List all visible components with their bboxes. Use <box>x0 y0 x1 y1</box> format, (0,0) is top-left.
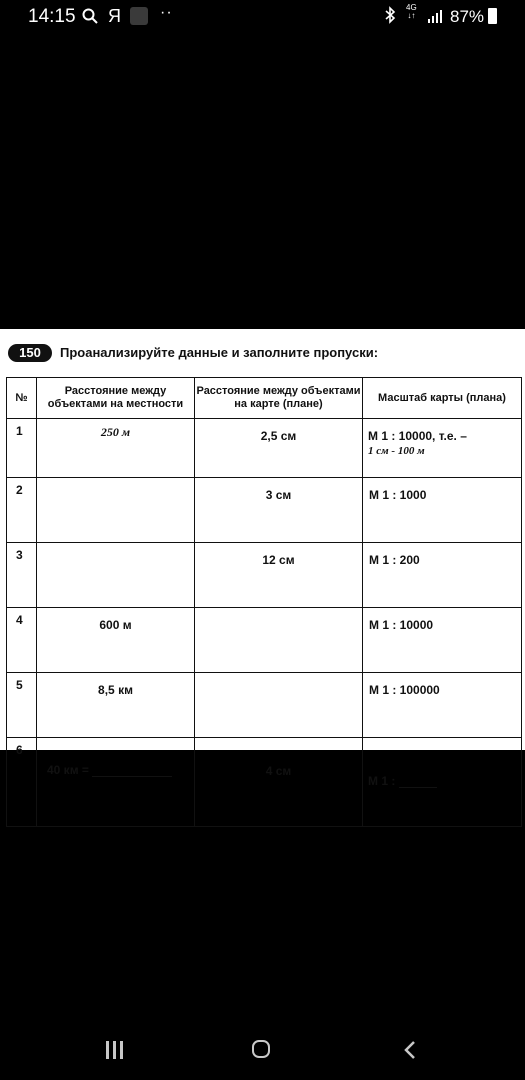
table-row <box>7 478 522 543</box>
scale-value: М 1 : 10000, т.е. – <box>368 429 467 443</box>
recent-apps-button[interactable] <box>106 1041 126 1059</box>
signal-icon <box>427 9 445 23</box>
ground-distance-cell <box>37 543 195 608</box>
table-row <box>7 608 522 673</box>
scale-cell: М 1 : 100000 <box>363 673 522 738</box>
scale-cell <box>363 419 522 478</box>
row-number: 2 <box>7 478 37 543</box>
header-ground-distance: Расстояние между объектами на местности <box>37 378 195 419</box>
ground-distance-cell: 600 м <box>37 608 195 673</box>
network-4g-icon: 4G ↓↑ <box>406 3 417 20</box>
map-distance-cell: 2,5 см <box>195 419 363 478</box>
battery-icon <box>488 8 497 24</box>
header-map-distance: Расстояние между объектами на карте (плане) <box>195 378 363 419</box>
scale-note: 1 см - 100 м <box>368 445 425 457</box>
ground-distance-cell: 250 м <box>37 419 195 478</box>
ground-distance-cell: 8,5 км <box>37 673 195 738</box>
blank-line <box>92 776 172 777</box>
ground-distance-value: 40 км = <box>47 763 89 777</box>
back-button[interactable] <box>402 1041 418 1059</box>
exercise-number: 150 <box>8 344 52 362</box>
yandex-icon: Я <box>108 6 121 26</box>
table-row <box>7 543 522 608</box>
app-notification-icon <box>130 7 148 25</box>
search-icon <box>82 8 98 28</box>
navigation-bar <box>0 1025 525 1075</box>
exercise-title: Проанализируйте данные и заполните пропуски: <box>60 345 379 360</box>
scale-cell: М 1 : 1000 <box>363 478 522 543</box>
scale-cell: М 1 : 200 <box>363 543 522 608</box>
worksheet-image <box>0 329 525 788</box>
map-distance-cell <box>195 673 363 738</box>
bluetooth-icon <box>384 6 396 29</box>
scale-table <box>6 377 522 827</box>
status-bar <box>0 0 525 34</box>
blank-line <box>399 787 437 788</box>
battery-percent: 87% <box>450 7 485 26</box>
ground-distance-cell <box>37 738 195 827</box>
status-time: 14:15 <box>28 6 76 27</box>
row-number: 1 <box>7 419 37 478</box>
table-header-row <box>7 378 522 419</box>
map-distance-cell: 12 см <box>195 543 363 608</box>
map-distance-cell <box>195 608 363 673</box>
ground-distance-cell <box>37 478 195 543</box>
network-label: 4G <box>406 3 417 12</box>
row-number: 5 <box>7 673 37 738</box>
row-number: 6 <box>7 738 37 827</box>
more-notifications-icon: ·· <box>160 4 173 21</box>
home-button[interactable] <box>252 1040 270 1058</box>
table-row <box>7 738 522 827</box>
map-distance-cell: 4 см <box>195 738 363 827</box>
back-chevron-icon <box>402 1041 418 1059</box>
map-distance-cell: 3 см <box>195 478 363 543</box>
scale-value: М 1 : <box>368 774 396 788</box>
scale-cell <box>363 738 522 827</box>
scale-cell: М 1 : 10000 <box>363 608 522 673</box>
header-num: № <box>7 378 37 419</box>
table-row <box>7 673 522 738</box>
table-row <box>7 419 522 478</box>
row-number: 3 <box>7 543 37 608</box>
row-number: 4 <box>7 608 37 673</box>
header-scale: Масштаб карты (плана) <box>363 378 522 419</box>
